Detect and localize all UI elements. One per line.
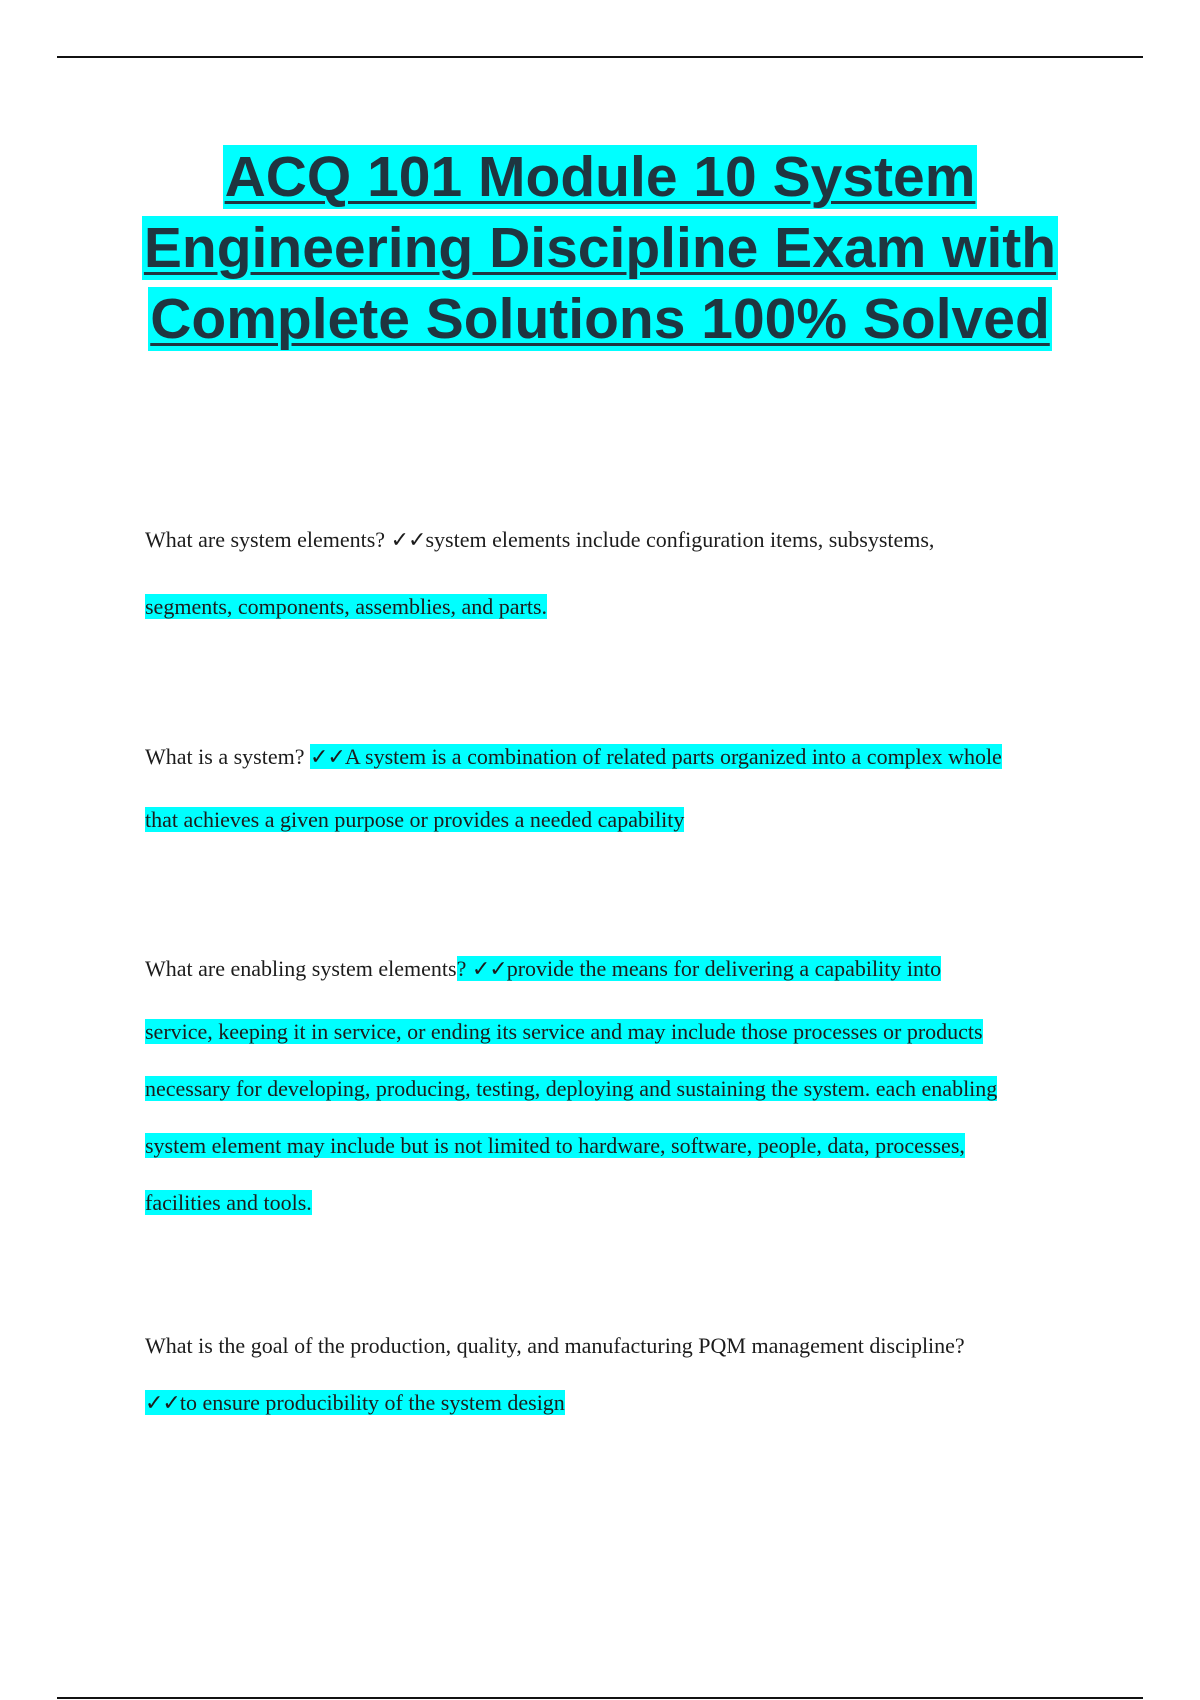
qa-item-1 — [145, 525, 1095, 622]
double-check-icon: ✓✓ — [471, 957, 507, 982]
answer-text: provide the means for delivering a capability into — [506, 956, 942, 981]
qa-item-4 — [145, 1331, 1095, 1418]
answer-text: service, keeping it in service, or ending its service and may include those processes or products — [145, 1019, 983, 1044]
title-line-3: Complete Solutions 100% Solved — [150, 287, 1050, 351]
qa-4-line-2 — [145, 1388, 1095, 1418]
qa-3-line-1: What are enabling system elements? ✓✓provide the means for delivering a capability into — [145, 956, 942, 982]
qa-2-line-2 — [145, 805, 1095, 835]
answer-text: segments, components, assemblies, and parts. — [145, 594, 548, 619]
qa-1-line-2 — [145, 592, 1095, 622]
qa-3-line-2 — [145, 1017, 1095, 1047]
qa-2-line-1 — [145, 742, 1095, 772]
answer-text: to ensure producibility of the system design — [179, 1390, 565, 1415]
answer-text: that achieves a given purpose or provides a needed capability — [145, 807, 685, 832]
title-line-2: Engineering Discipline Exam with — [143, 216, 1057, 280]
double-check-icon: ✓✓ — [390, 528, 426, 553]
question-text: What is the goal of the production, quality, and manufacturing PQM management discipline? — [145, 1333, 965, 1358]
qa-1-line-1 — [145, 525, 1095, 555]
qa-item-2 — [145, 742, 1095, 835]
qa-item-3 — [145, 954, 1095, 1218]
answer-text: facilities and tools. — [145, 1190, 312, 1215]
answer-text: necessary for developing, producing, testing, deploying and sustaining the system. each enabling — [145, 1076, 998, 1101]
answer-text: A system is a combination of related parts organized into a complex whole — [344, 744, 1002, 769]
qa-3-line-3 — [145, 1074, 1095, 1104]
question-text: What is a system? — [145, 744, 310, 769]
document-title — [60, 142, 1140, 355]
answer-text: system elements include configuration items, subsystems, — [425, 527, 935, 552]
answer-text: system element may include but is not limited to hardware, software, people, data, processes, — [145, 1133, 965, 1158]
double-check-icon: ✓✓ — [145, 1391, 180, 1416]
qa-3-line-4 — [145, 1131, 1095, 1161]
qa-4-line-1 — [145, 1331, 1095, 1361]
qa-3-line-5 — [145, 1188, 1095, 1218]
footer-rule — [57, 1697, 1143, 1699]
question-text: What are enabling system elements — [145, 956, 457, 981]
title-line-1: ACQ 101 Module 10 System — [224, 145, 976, 209]
double-check-icon: ✓✓ — [309, 745, 345, 770]
question-text: What are system elements? — [145, 527, 391, 552]
header-rule — [57, 56, 1143, 58]
